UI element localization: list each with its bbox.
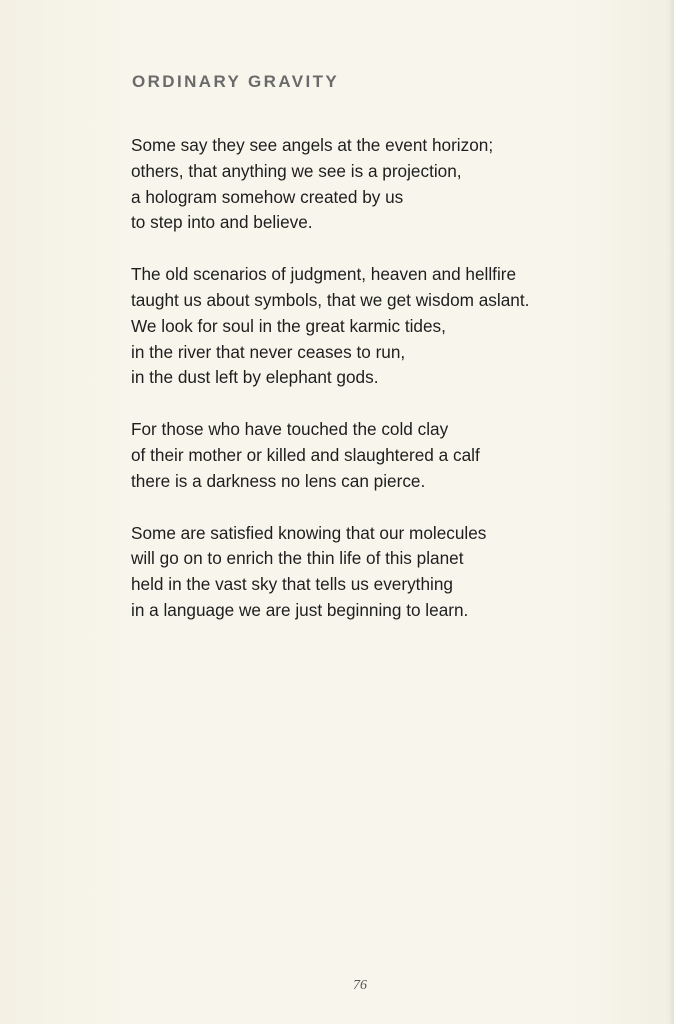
poem-line: Some are satisfied knowing that our molecules xyxy=(131,522,487,543)
stanza-2 xyxy=(131,262,651,391)
poem-line: in the dust left by elephant gods. xyxy=(131,367,379,388)
poem-line: a hologram somehow created by us xyxy=(131,186,404,207)
poem-line: The old scenarios of judgment, heaven and hellfire xyxy=(131,264,517,285)
poem-line: in the river that never ceases to run, xyxy=(131,341,406,362)
poem-line: there is a darkness no lens can pierce. xyxy=(131,470,426,491)
poem-line: For those who have touched the cold clay xyxy=(131,419,449,440)
poem-line: others, that anything we see is a projection, xyxy=(131,160,462,181)
poem-line: of their mother or killed and slaughtered a calf xyxy=(131,444,480,465)
page-number: 76 xyxy=(353,978,367,993)
stanza-3 xyxy=(131,417,651,494)
poem-line: We look for soul in the great karmic tides, xyxy=(131,315,446,336)
poem-line: will go on to enrich the thin life of this planet xyxy=(131,548,464,569)
poem-line: taught us about symbols, that we get wisdom aslant. xyxy=(131,289,530,310)
poem-body xyxy=(131,133,651,650)
poem-line: Some say they see angels at the event horizon; xyxy=(131,135,494,155)
stanza-1 xyxy=(131,133,651,236)
poem-line: held in the vast sky that tells us everything xyxy=(131,574,453,595)
stanza-4 xyxy=(131,521,651,624)
poem-line: to step into and believe. xyxy=(131,212,313,233)
poem-line: in a language we are just beginning to learn. xyxy=(131,599,469,620)
poem-title: ORDINARY GRAVITY xyxy=(132,72,340,91)
page-edge-shadow xyxy=(668,0,674,1024)
